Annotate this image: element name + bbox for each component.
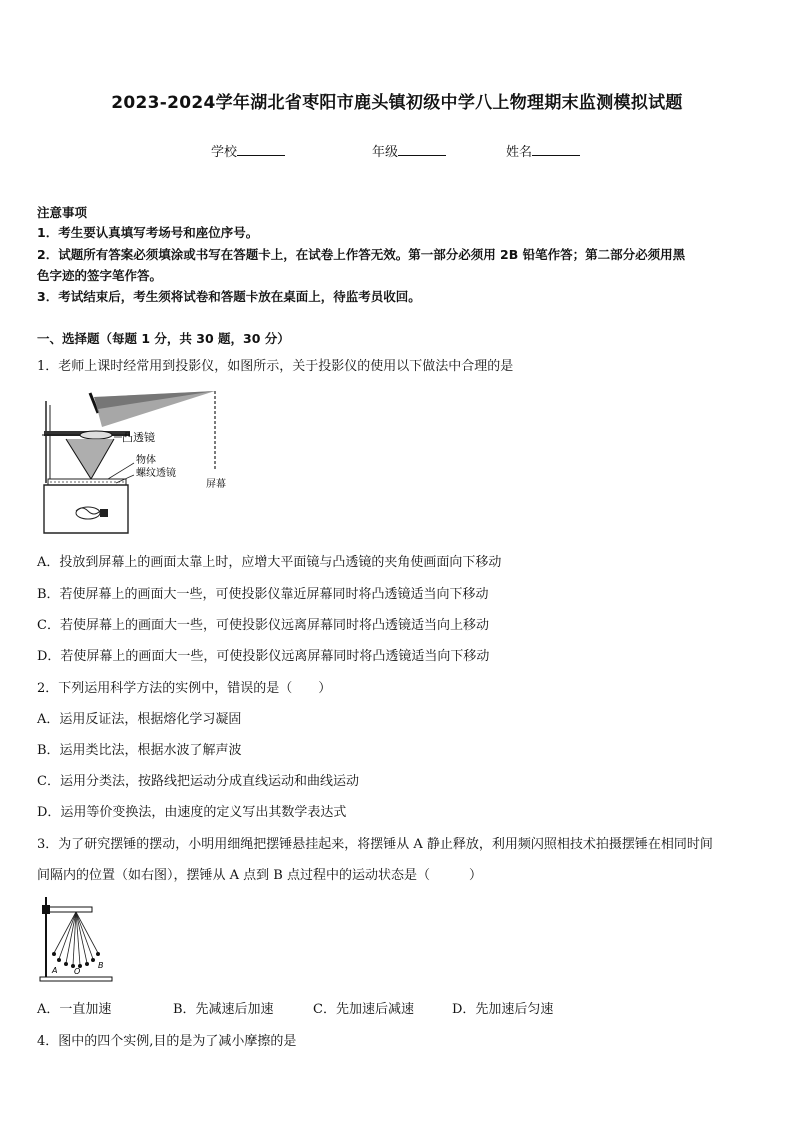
question-3-stem-line1: 3．为了研究摆锤的摆动，小明用细绳把摆锤悬挂起来，将摆锤从 A 静止释放，利用频闪照相技术拍摄摆锤在相同时间 <box>37 837 713 852</box>
notice-item: 色字迹的签字笔作答。 <box>37 268 163 283</box>
name-field <box>506 141 580 160</box>
pendulum-figure <box>36 893 116 985</box>
section-heading: 一、选择题（每题 1 分，共 30 题，30 分） <box>37 331 290 346</box>
notice-item: 1．考生要认真填写考场号和座位序号。 <box>37 225 259 240</box>
option-a: A．运用反证法，根据熔化学习凝固 <box>37 712 242 727</box>
name-blank <box>532 143 580 156</box>
projector-figure <box>36 383 246 543</box>
notice-heading: 注意事项 <box>37 205 88 220</box>
option-c: C．先加速后减速 <box>313 1002 414 1017</box>
grade-blank <box>398 143 446 156</box>
option-a: A．一直加速 <box>37 1002 112 1017</box>
option-a: A．投放到屏幕上的画面太靠上时，应增大平面镜与凸透镜的夹角使画面向下移动 <box>37 555 502 570</box>
option-d: D．若使屏幕上的画面大一些，可使投影仪远离屏幕同时将凸透镜适当向下移动 <box>37 649 490 664</box>
question-4-stem: 4．图中的四个实例,目的是为了减小摩擦的是 <box>37 1034 297 1049</box>
exam-title: 2023-2024学年湖北省枣阳市鹿头镇初级中学八上物理期末监测模拟试题 <box>111 93 683 113</box>
option-b: B．若使屏幕上的画面大一些，可使投影仪靠近屏幕同时将凸透镜适当向下移动 <box>37 587 489 602</box>
option-d: D．先加速后匀速 <box>452 1002 554 1017</box>
object-label: 物体 <box>136 455 156 466</box>
option-b: B．先减速后加速 <box>173 1002 274 1017</box>
school-label: 学校 <box>211 145 238 160</box>
question-2-stem: 2．下列运用科学方法的实例中，错误的是（ ） <box>37 681 332 696</box>
lens-label: 凸透镜 <box>122 431 155 444</box>
point-b-label: B <box>98 961 104 970</box>
question-3-stem-line2: 间隔内的位置（如右图），摆锤从 A 点到 B 点过程中的运动状态是（ ） <box>37 868 482 883</box>
option-c: C．运用分类法，按路线把运动分成直线运动和曲线运动 <box>37 774 359 789</box>
notice-item: 2．试题所有答案必须填涂或书写在答题卡上，在试卷上作答无效。第一部分必须用 2B 铅笔作答；第二部分必须用黑 <box>37 247 686 262</box>
screen-label: 屏幕 <box>206 479 226 490</box>
question-1-stem: 1．老师上课时经常用到投影仪，如图所示，关于投影仪的使用以下做法中合理的是 <box>37 359 514 374</box>
school-blank <box>237 143 285 156</box>
option-b: B．运用类比法，根据水波了解声波 <box>37 743 242 758</box>
notice-item: 3．考试结束后，考生须将试卷和答题卡放在桌面上，待监考员收回。 <box>37 289 421 304</box>
name-label: 姓名 <box>506 145 533 160</box>
point-o-label: O <box>74 967 81 976</box>
point-a-label: A <box>52 966 58 975</box>
option-d: D．运用等价变换法，由速度的定义写出其数学表达式 <box>37 805 347 820</box>
fresnel-lens-label: 螺纹透镜 <box>136 468 176 479</box>
option-c: C．若使屏幕上的画面大一些，可使投影仪远离屏幕同时将凸透镜适当向上移动 <box>37 618 489 633</box>
school-field <box>211 141 285 160</box>
grade-field <box>372 141 446 160</box>
grade-label: 年级 <box>372 145 399 160</box>
